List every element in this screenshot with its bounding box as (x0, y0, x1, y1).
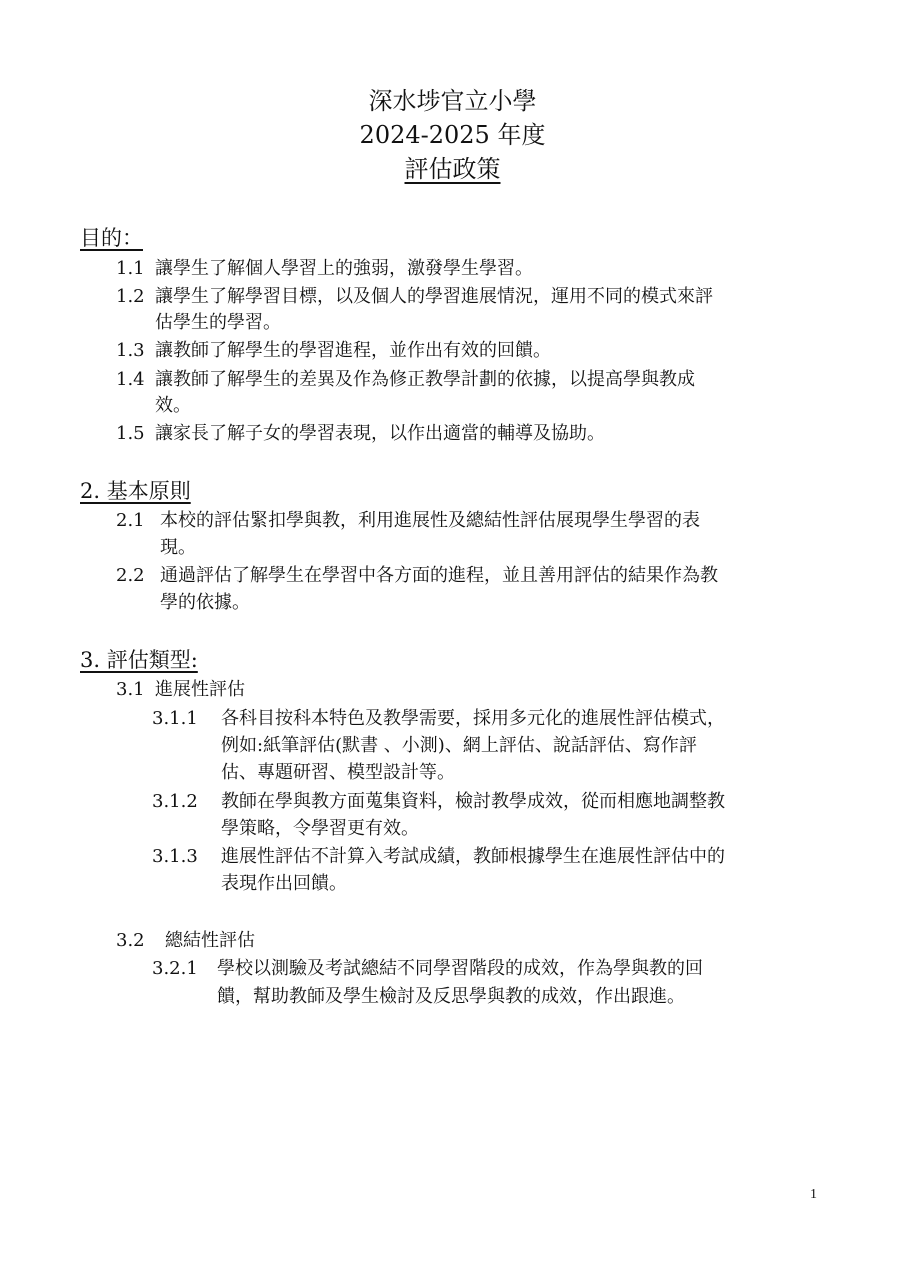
item-2-2-number: 2.2 (116, 565, 145, 586)
school-year: 2024-2025 年度 (359, 121, 546, 149)
item-1-3-line-1: 讓教師了解學生的學習進程，並作出有效的回饋。 (155, 340, 551, 361)
item-1-4-number: 1.4 (116, 369, 145, 390)
item-1-2-number: 1.2 (116, 286, 145, 307)
section-1-heading: 目的： (80, 226, 143, 250)
school-name: 深水埗官立小學 (368, 87, 537, 115)
item-3-1-3-line-2: 表現作出回饋。 (221, 873, 347, 894)
item-3-1-2-line-2: 學策略，令學習更有效。 (221, 818, 419, 839)
item-3-2-1-line-2: 饋，幫助教師及學生檢討及反思學與教的成效，作出跟進。 (217, 986, 685, 1007)
item-1-5-number: 1.5 (116, 423, 145, 444)
sub-3-1-number: 3.1 (116, 679, 145, 700)
item-2-1-number: 2.1 (116, 510, 145, 531)
item-1-1-number: 1.1 (116, 258, 145, 279)
sub-3-2-label: 總結性評估 (165, 930, 255, 951)
item-2-2-line-1: 通過評估了解學生在學習中各方面的進程，並且善用評估的結果作為教 (160, 565, 718, 586)
page-number: 1 (810, 1187, 817, 1202)
item-2-1-line-1: 本校的評估緊扣學與教，利用進展性及總結性評估展現學生學習的表 (160, 510, 700, 531)
item-3-1-1-line-2: 例如:紙筆評估(默書 、小測)、網上評估、說話評估、寫作評 (221, 735, 697, 756)
item-3-1-3-number: 3.1.3 (152, 846, 198, 867)
section-3-heading: 3. 評估類型: (80, 648, 198, 672)
item-1-2-line-2: 估學生的學習。 (155, 312, 281, 333)
item-1-4-line-1: 讓教師了解學生的差異及作為修正教學計劃的依據，以提高學與教成 (155, 369, 695, 390)
item-1-3-number: 1.3 (116, 340, 145, 361)
item-3-1-1-line-3: 估、專題研習、模型設計等。 (221, 762, 455, 783)
item-3-1-2-number: 3.1.2 (152, 791, 198, 812)
item-3-1-1-line-1: 各科目按科本特色及教學需要，採用多元化的進展性評估模式， (221, 708, 725, 729)
item-2-2-line-2: 學的依據。 (160, 592, 250, 613)
document-title: 評估政策 (404, 155, 501, 183)
item-3-2-1-number: 3.2.1 (152, 958, 198, 979)
item-3-1-1-number: 3.1.1 (152, 708, 198, 729)
item-1-1-line-1: 讓學生了解個人學習上的強弱，激發學生學習。 (155, 258, 533, 279)
item-3-1-3-line-1: 進展性評估不計算入考試成績，教師根據學生在進展性評估中的 (221, 846, 725, 867)
item-2-1-line-2: 現。 (160, 537, 196, 558)
item-3-2-1-line-1: 學校以測驗及考試總結不同學習階段的成效，作為學與教的回 (217, 958, 703, 979)
section-2-heading: 2. 基本原則 (80, 479, 191, 503)
item-1-4-line-2: 效。 (155, 395, 191, 416)
sub-3-2-number: 3.2 (116, 930, 145, 951)
title-block (0, 84, 905, 186)
item-3-1-2-line-1: 教師在學與教方面蒐集資料，檢討教學成效，從而相應地調整教 (221, 791, 725, 812)
item-1-5-line-1: 讓家長了解子女的學習表現，以作出適當的輔導及協助。 (155, 423, 605, 444)
sub-3-1-label: 進展性評估 (155, 679, 245, 700)
item-1-2-line-1: 讓學生了解學習目標，以及個人的學習進展情況，運用不同的模式來評 (155, 286, 713, 307)
